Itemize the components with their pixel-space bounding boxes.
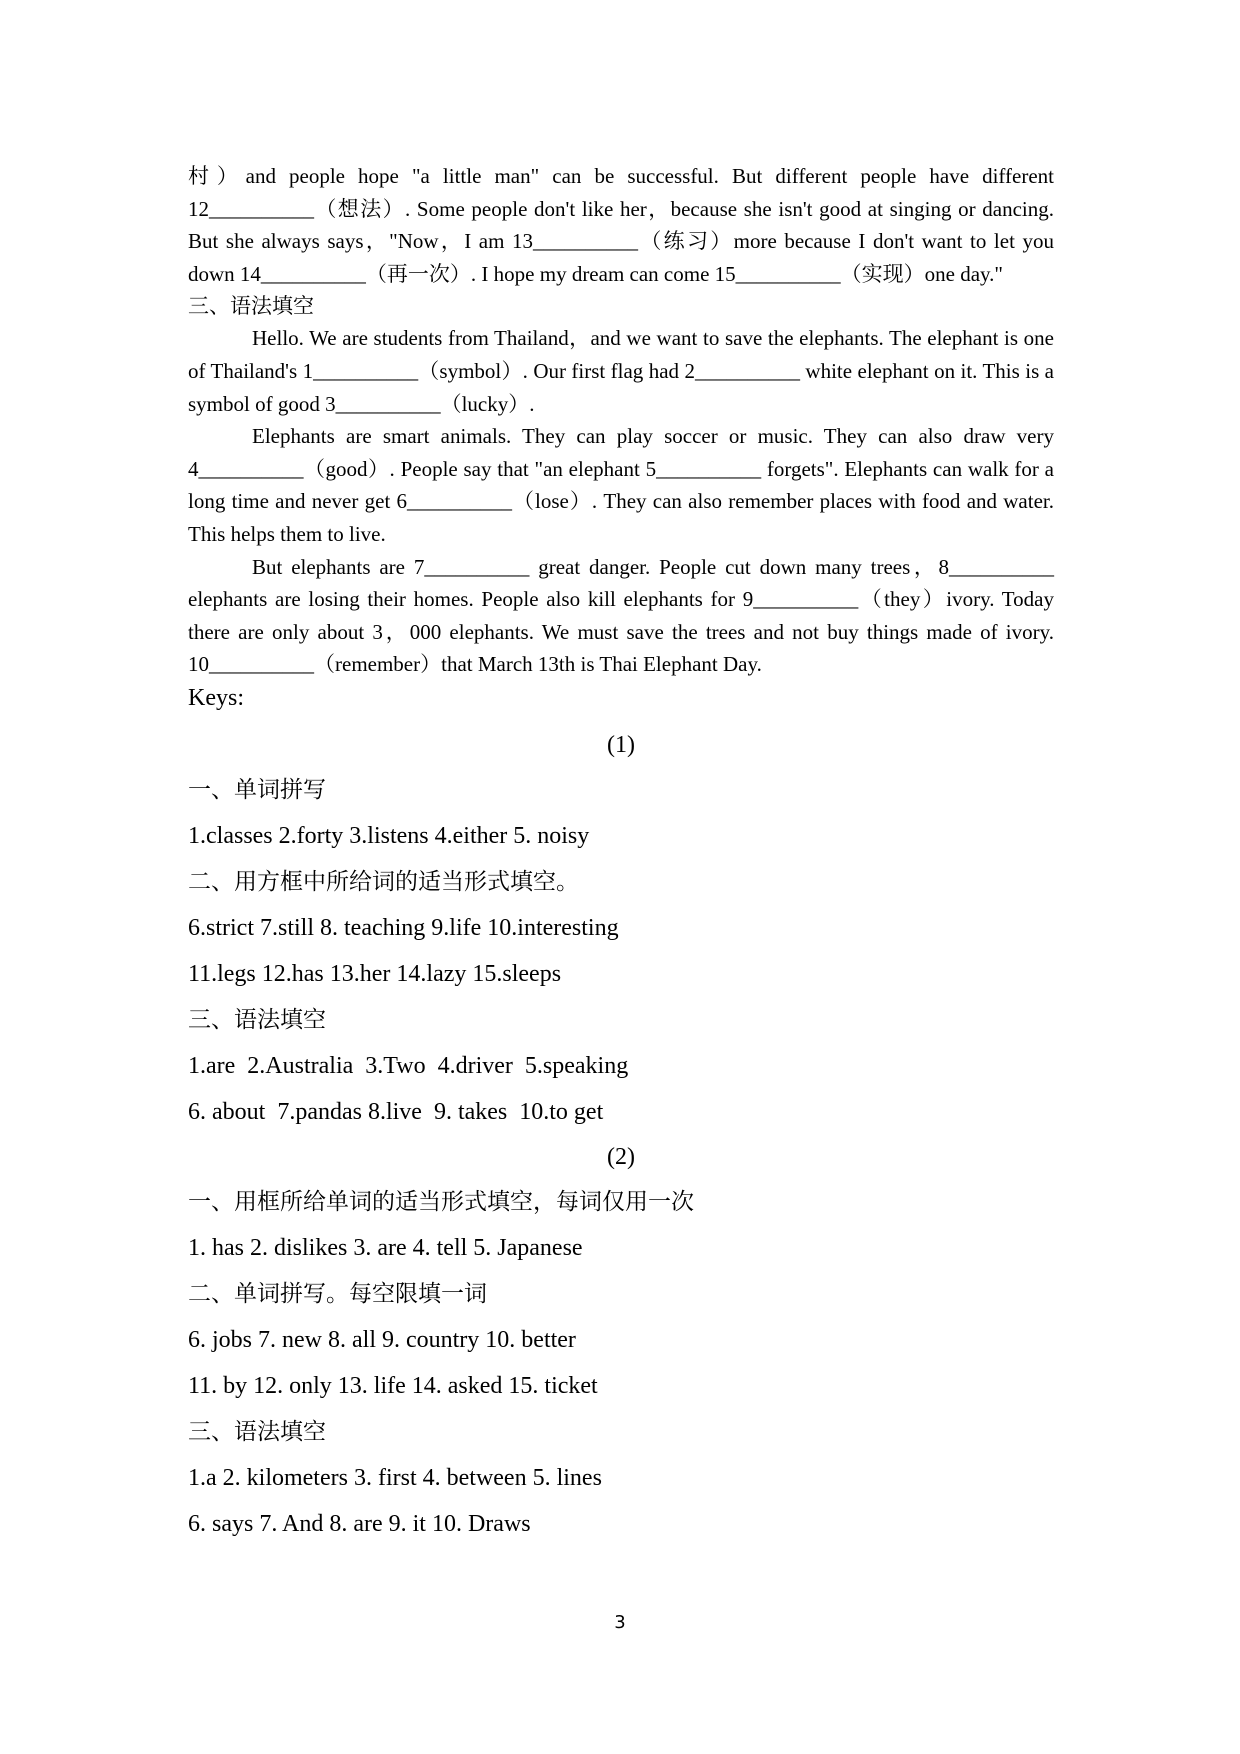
key-section-heading: 三、语法填空 xyxy=(188,1418,326,1445)
key-section-heading: 三、语法填空 xyxy=(188,1006,326,1033)
key-answer-line: 1.are 2.Australia 3.Two 4.driver 5.speaking xyxy=(188,1052,629,1079)
keys-part-number: (2) xyxy=(607,1143,635,1170)
grammar-paragraph-3: But elephants are 7__________ great danger. People cut down many trees，8__________ elephants are losing their homes. People also kill elephants for 9__________（they）ivory. Today there are only about 3，000 elephants. We must save the trees and not buy things made of ivory. 10__________（remember）that March 13th is Thai Elephant Day. xyxy=(188,554,1054,677)
passage-continuation: 村）and people hope "a little man" can be successful. But different people have different 12__________（想法）. Some people don't like her，because she isn't good at singing or dancing. But she always says，"Now，I am 13__________（练习）more because I don't want to let you down 14__________（再一次）. I hope my dream can come 15__________（实现）one day." xyxy=(188,164,1054,286)
section-heading-grammar-fill: 三、语法填空 xyxy=(188,294,314,319)
key-answer-line: 11. by 12. only 13. life 14. asked 15. ticket xyxy=(188,1372,598,1399)
key-answer-line: 11.legs 12.has 13.her 14.lazy 15.sleeps xyxy=(188,960,562,987)
key-answer-line: 1.classes 2.forty 3.listens 4.either 5. noisy xyxy=(188,822,590,849)
keys-part-number: (1) xyxy=(607,731,635,758)
key-answer-line: 1.a 2. kilometers 3. first 4. between 5. lines xyxy=(188,1464,602,1491)
keys-label: Keys: xyxy=(188,684,244,711)
key-section-heading: 一、单词拼写 xyxy=(188,776,326,803)
page-number: 3 xyxy=(614,1612,626,1633)
key-section-heading: 二、单词拼写。每空限填一词 xyxy=(188,1280,487,1307)
key-answer-line: 6. jobs 7. new 8. all 9. country 10. better xyxy=(188,1326,576,1353)
page-content xyxy=(188,160,1054,1547)
grammar-paragraph-1: Hello. We are students from Thailand，and we want to save the elephants. The elephant is one of Thailand's 1__________（symbol）. Our first flag had 2__________ white elephant on it. This is a symbol of good 3__________（lucky）. xyxy=(188,326,1054,416)
keys-part-2 xyxy=(188,1135,1054,1547)
key-answer-line: 6.strict 7.still 8. teaching 9.life 10.interesting xyxy=(188,914,619,941)
key-answer-line: 6. says 7. And 8. are 9. it 10. Draws xyxy=(188,1510,531,1537)
key-answer-line: 1. has 2. dislikes 3. are 4. tell 5. Japanese xyxy=(188,1234,583,1261)
grammar-paragraph-2: Elephants are smart animals. They can play soccer or music. They can also draw very 4__________（good）. People say that "an elephant 5__________ forgets". Elephants can walk for a long time and never get 6__________（lose）. They can also remember places with food and water. This helps them to live. xyxy=(188,424,1054,546)
key-answer-line: 6. about 7.pandas 8.live 9. takes 10.to get xyxy=(188,1098,604,1125)
keys-part-1 xyxy=(188,723,1054,1135)
key-section-heading: 一、用框所给单词的适当形式填空，每词仅用一次 xyxy=(188,1188,694,1215)
key-section-heading: 二、用方框中所给词的适当形式填空。 xyxy=(188,868,579,895)
